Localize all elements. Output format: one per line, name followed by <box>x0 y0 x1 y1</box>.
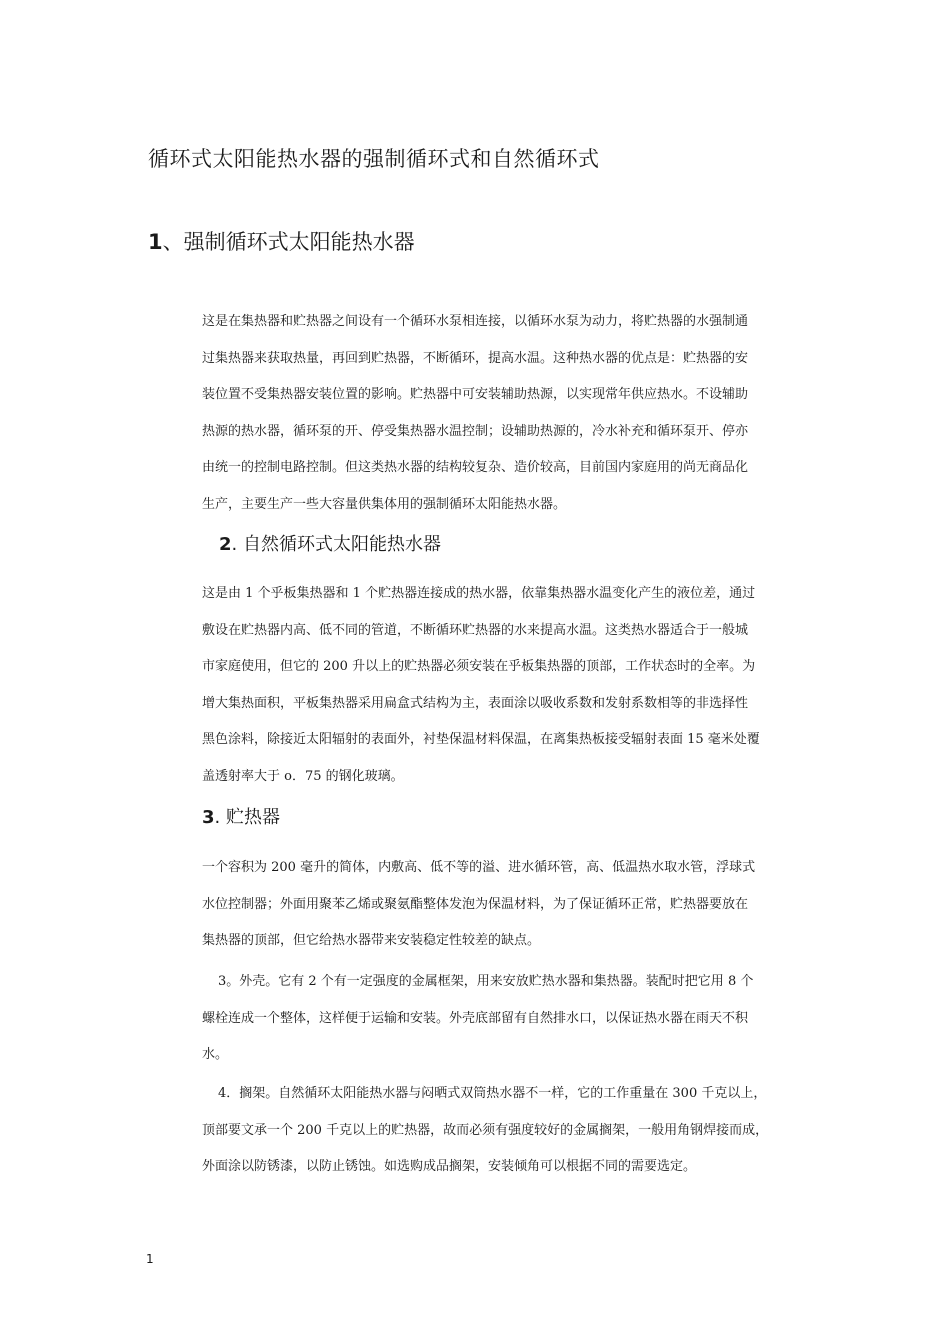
paragraph-line: 盖透射率大于 o．75 的钢化玻璃。 <box>202 768 404 784</box>
section-1-number: 1 <box>148 230 163 254</box>
paragraph-line: 生产，主要生产一些大容量供集体用的强制循环太阳能热水器。 <box>202 496 567 512</box>
paragraph-line: 黑色涂料，除接近太阳辐射的表面外，衬垫保温材料保温，在离集热板接受辐射表面 15 毫米处覆 <box>202 732 760 747</box>
paragraph-line: 螺栓连成一个整体，这样便于运输和安装。外壳底部留有自然排水口，以保证热水器在雨天不积 <box>202 1010 749 1026</box>
paragraph-line: 市家庭使用，但它的 200 升以上的贮热器必须安装在乎板集热器的顶部，工作状态时的全率。为 <box>202 659 756 674</box>
paragraph-line: 集热器的顶部，但它给热水器带来安装稳定性较差的缺点。 <box>202 933 541 948</box>
section-3-paragraph <box>202 850 820 960</box>
paragraph-line: 过集热器来获取热量，再回到贮热器，不断循环，提高水温。这种热水器的优点是：贮热器的安 <box>202 350 749 366</box>
paragraph-line: 敷设在贮热器内高、低不同的管道，不断循环贮热器的水来提高水温。这类热水器适合于一般城 <box>202 622 749 638</box>
item-3-paragraph <box>202 964 820 1074</box>
paragraph-line: 装位置不受集热器安装位置的影响。贮热器中可安装辅助热源，以实现常年供应热水。不设辅助 <box>202 387 749 402</box>
paragraph-line: 顶部要文承一个 200 千克以上的贮热器，故而必须有强度较好的金属搁架，一般用角钢焊接而成， <box>202 1122 769 1138</box>
paragraph-line: 水位控制器；外面用聚苯乙烯或聚氨酯整体发泡为保温材料，为了保证循环正常，贮热器要放在 <box>202 896 749 912</box>
section-2-paragraph <box>202 576 820 795</box>
paragraph-line: 4．搁架。自然循环太阳能热水器与闷晒式双筒热水器不一样，它的工作重量在 300 千克以上， <box>218 1086 767 1101</box>
section-2-heading <box>219 530 441 556</box>
section-3-heading-text: . 贮热器 <box>214 807 280 828</box>
section-1-paragraph <box>202 304 820 523</box>
section-1-heading-text: 、强制循环式太阳能热水器 <box>162 230 415 254</box>
paragraph-line: 一个容积为 200 毫升的简体，内敷高、低不等的溢、进水循环管，高、低温热水取水管，浮球式 <box>202 860 756 875</box>
page-number: 1 <box>146 1252 154 1266</box>
section-3-number: 3 <box>202 807 215 828</box>
item-4-paragraph <box>202 1076 820 1186</box>
paragraph-line: 3。外壳。它有 2 个有一定强度的金属框架，用来安放贮热水器和集热器。装配时把它用 8 个 <box>218 974 754 989</box>
paragraph-line: 由统一的控制电路控制。但这类热水器的结构较复杂、造价较高，目前国内家庭用的尚无商品化 <box>202 460 749 475</box>
paragraph-line: 这是在集热器和贮热器之间设有一个循环水泵相连接，以循环水泵为动力，将贮热器的水强制通 <box>202 314 749 329</box>
section-2-number: 2 <box>219 534 232 555</box>
section-2-heading-text: . 自然循环式太阳能热水器 <box>231 534 441 555</box>
paragraph-line: 外面涂以防锈漆，以防止锈蚀。如选购成品搁架，安装倾角可以根据不同的需要选定。 <box>202 1159 697 1174</box>
paragraph-line: 增大集热面积，平板集热器采用扁盒式结构为主，表面涂以吸收系数和发射系数相等的非选择性 <box>202 695 749 711</box>
paragraph-line: 热源的热水器，循环泵的开、停受集热器水温控制；设辅助热源的，冷水补充和循环泵开、停亦 <box>202 423 749 439</box>
document-title: 循环式太阳能热水器的强制循环式和自然循环式 <box>148 147 600 171</box>
paragraph-line: 水。 <box>202 1047 229 1062</box>
section-1-heading <box>148 226 415 256</box>
paragraph-line: 这是由 1 个乎板集热器和 1 个贮热器连接成的热水器，依靠集热器水温变化产生的液位差，通过 <box>202 586 756 601</box>
section-3-heading <box>202 803 280 829</box>
